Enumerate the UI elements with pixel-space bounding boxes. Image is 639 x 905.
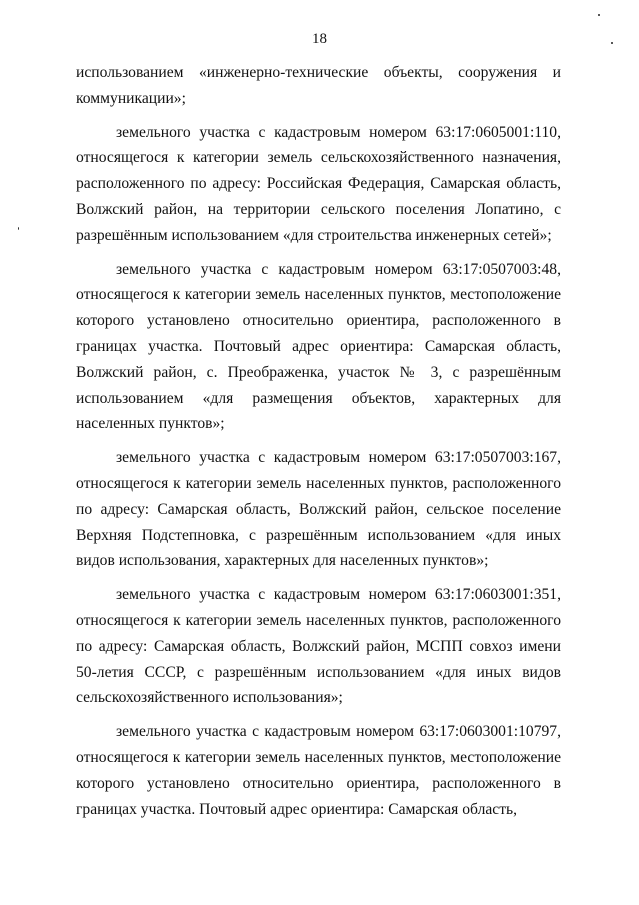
- paragraph-land-plot-110: земельного участка с кадастровым номером 63:17:0605001:110, относящегося к категории земель сельскохозяйственного назначения, расположенного по адресу: Российская Федерация, Самарская область, Волжский район, на территории сельского поселения Лопатино, с разрешённым использованием «для строительства инженерных сетей»;: [76, 123, 561, 244]
- document-body: [76, 60, 561, 830]
- page-number: 18: [312, 31, 327, 47]
- paragraph-continuation: использованием «инженерно-технические объекты, сооружения и коммуникации»;: [76, 64, 561, 107]
- paragraph-land-plot-167: земельного участка с кадастровым номером 63:17:0507003:167, относящегося к категории земель населенных пунктов, расположенного по адресу: Самарская область, Волжский район, сельское поселение Верхняя Подстепновка, с разрешённым использованием «для иных видов использования, характерных для населенных пунктов»;: [76, 449, 561, 570]
- scan-speck: [18, 227, 19, 230]
- paragraph-land-plot-351: земельного участка с кадастровым номером 63:17:0603001:351, относящегося к категории земель населенных пунктов, расположенного по адресу: Самарская область, Волжский район, МСПП совхоз имени 50-летия СССР, с разрешённым использованием «для иных видов сельскохозяйственного использования»;: [76, 586, 561, 707]
- scan-speck: [598, 14, 600, 16]
- scan-speck: [611, 42, 613, 44]
- paragraph-land-plot-48: земельного участка с кадастровым номером 63:17:0507003:48, относящегося к категории земель населенных пунктов, местоположение которого установлено относительно ориентира, расположенного в границах участка. Почтовый адрес ориентира: Самарская область, Волжский район, с. Преображенка, участок № 3, с разрешённым использованием «для размещения объектов, характерных для населенных пунктов»;: [76, 260, 561, 433]
- paragraph-land-plot-10797: земельного участка с кадастровым номером 63:17:0603001:10797, относящегося к категории земель населенных пунктов, местоположение которого установлено относительно ориентира, расположенного в границах участка. Почтовый адрес ориентира: Самарская область,: [76, 723, 561, 818]
